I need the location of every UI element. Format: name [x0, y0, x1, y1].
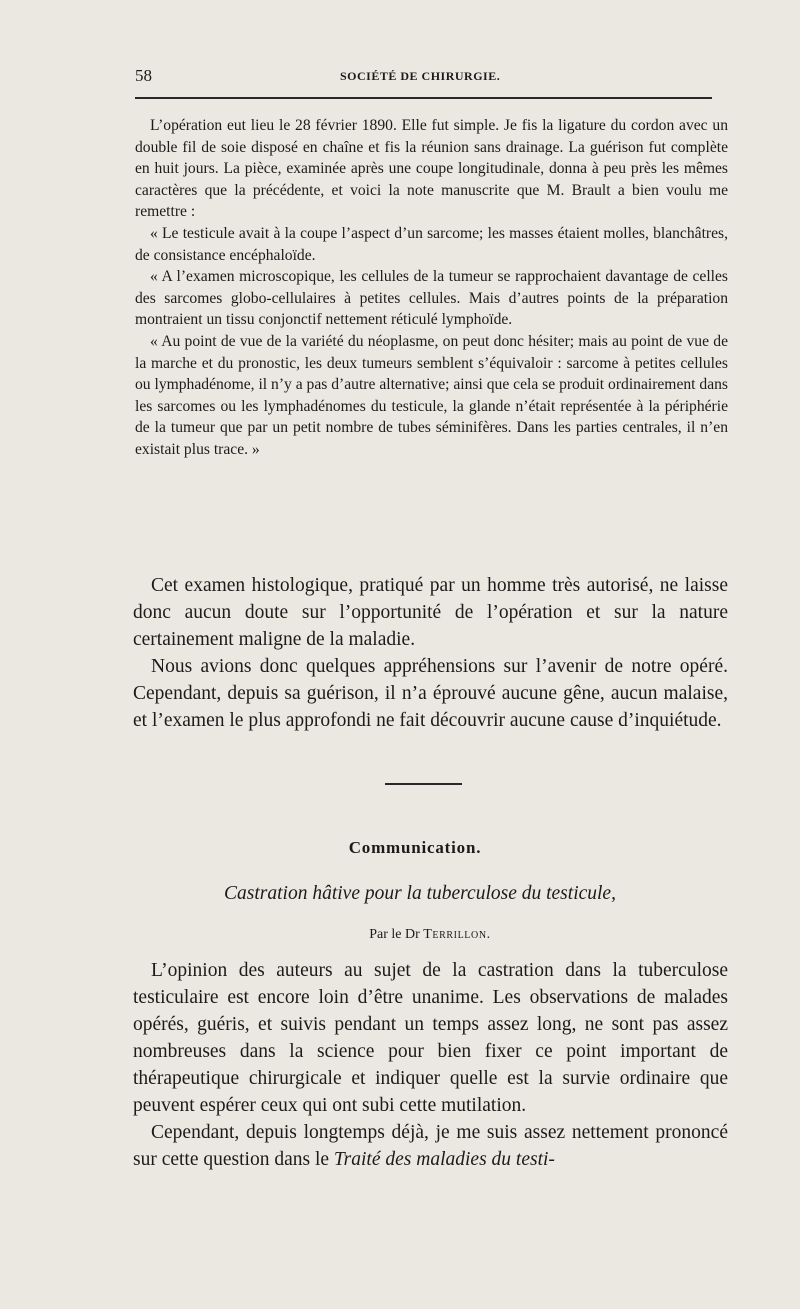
article-paragraph-start: Cependant, depuis longtemps déjà, je me suis assez nettement prononcé sur cette question dans le — [133, 1122, 728, 1170]
article-paragraph — [133, 1119, 728, 1173]
quote-paragraph: « Au point de vue de la variété du néoplasme, on peut donc hésiter; mais au point de vue de la marche et du pronostic, les deux tumeurs semblent s’équivaloir : sarcome à petites cellules ou lymphadénome, il n’y a pas d’autre alternative; ainsi que cela se produit ordinairement dans les sarcomes ou les lymphadénomes du testicule, la glande n’était représentée à la périphérie de la tumeur que par un petit nombre de tubes séminifères. Dans les parties centrales, il n’en existait plus trace. » — [135, 332, 728, 458]
body-paragraph: Nous avions donc quelques appréhensions sur l’avenir de notre opéré. Cependant, depuis sa guérison, il n’a éprouvé aucune gêne, aucun malaise, et l’examen le plus approfondi ne fait découvrir aucune cause d’inquiétude. — [133, 656, 728, 731]
article-paragraph: L’opinion des auteurs au sujet de la castration dans la tuberculose testiculaire est encore loin d’être unanime. Les observations de malades opérés, guéris, et suivis pendant un temps assez long, ne sont pas assez nombreuses dans la science pour bien fixer ce point important de thérapeutique chirurgicale et indiquer quelle est la survie ordinaire que peuvent espérer ceux qui ont subi cette mutilation. — [133, 960, 728, 1116]
header-rule — [135, 97, 712, 99]
section-divider — [385, 783, 462, 785]
article-body — [133, 957, 728, 1173]
article-title: Castration hâtive pour la tuberculose du testicule, — [224, 883, 616, 904]
section-heading: Communication. — [348, 838, 482, 857]
running-head: SOCIÉTÉ DE CHIRURGIE. — [340, 69, 501, 83]
treatise-title: Traité des maladies du testi- — [333, 1149, 555, 1170]
quoted-note — [135, 115, 728, 461]
byline — [0, 927, 800, 943]
page-header — [135, 66, 712, 88]
quote-paragraph: L’opération eut lieu le 28 février 1890. Elle fut simple. Je fis la ligature du cordon avec un double fil de soie disposé en chaîne et fis la réunion sans drainage. La guérison fut complète en huit jours. La pièce, examinée après une coupe longitudinale, donna à peu près les mêmes caractères que la précédente, et voici la note manuscrite que M. Brault a bien voulu me remettre : — [135, 117, 728, 221]
byline-author: Terrillon. — [423, 927, 491, 942]
body-text — [133, 572, 728, 734]
quote-paragraph: « A l’examen microscopique, les cellules de la tumeur se rapprochaient davantage de celles des sarcomes globo-cellulaires à petites cellules. Mais d’autres points de la préparation montraient un tissu conjonctif nettement réticulé lymphoïde. — [135, 268, 728, 329]
byline-prefix: Par le Dr — [369, 927, 420, 942]
body-paragraph: Cet examen histologique, pratiqué par un homme très autorisé, ne laisse donc aucun doute sur l’opportunité de l’opération et sur la nature certainement maligne de la maladie. — [133, 575, 728, 650]
page-number: 58 — [135, 66, 152, 85]
quote-paragraph: « Le testicule avait à la coupe l’aspect d’un sarcome; les masses étaient molles, blanchâtres, de consistance encéphaloïde. — [135, 224, 728, 264]
